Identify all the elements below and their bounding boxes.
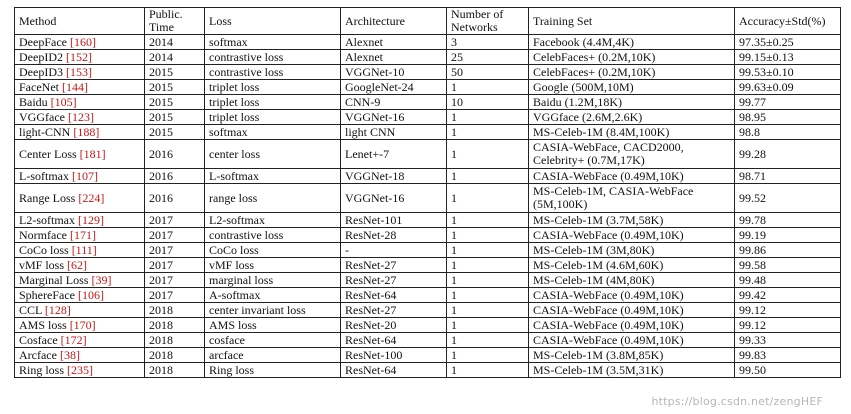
method-name: vMF loss [19,257,65,272]
method-name: Cosface [19,332,58,347]
method-cell [15,125,145,140]
method-name: L2-softmax [19,212,75,227]
loss-cell: softmax [205,35,341,50]
architecture-cell: ResNet-64 [341,288,447,303]
header-architecture: Architecture [341,8,447,35]
networks-cell: 1 [447,125,529,140]
accuracy-cell: 99.28 [735,140,841,169]
method-name: light-CNN [19,124,71,139]
training-set-cell: Baidu (1.2M,18K) [529,95,735,110]
training-set-cell: MS-Celeb-1M (8.4M,100K) [529,125,735,140]
architecture-cell: ResNet-27 [341,273,447,288]
table-row [15,273,841,288]
training-set-cell: MS-Celeb-1M (3.7M,58K) [529,213,735,228]
method-cell [15,273,145,288]
public-time-cell: 2014 [145,50,205,65]
method-name: CoCo loss [19,242,69,257]
method-name: Baidu [19,94,48,109]
public-time-cell: 2017 [145,243,205,258]
loss-cell: L-softmax [205,169,341,184]
header-row [15,8,841,35]
table-row [15,333,841,348]
networks-cell: 1 [447,169,529,184]
public-time-cell: 2018 [145,303,205,318]
table-row [15,228,841,243]
training-set-cell: MS-Celeb-1M (3.8M,85K) [529,348,735,363]
architecture-cell: - [341,243,447,258]
table-row [15,288,841,303]
training-set-cell: CelebFaces+ (0.2M,10K) [529,50,735,65]
loss-cell: center invariant loss [205,303,341,318]
citation-link[interactable]: [160] [69,34,96,49]
accuracy-cell: 99.83 [735,348,841,363]
header-accuracy: Accuracy±Std(%) [735,8,841,35]
citation-link[interactable]: [106] [77,287,104,302]
public-time-cell: 2018 [145,348,205,363]
architecture-cell: VGGNet-18 [341,169,447,184]
method-name: SphereFace [19,287,75,302]
loss-cell: contrastive loss [205,50,341,65]
method-cell [15,140,145,169]
public-time-cell: 2017 [145,213,205,228]
citation-link[interactable]: [105] [50,94,77,109]
accuracy-cell: 99.12 [735,318,841,333]
networks-cell: 1 [447,140,529,169]
training-set-cell: CelebFaces+ (0.2M,10K) [529,65,735,80]
accuracy-cell: 99.12 [735,303,841,318]
table-row [15,213,841,228]
table-row [15,318,841,333]
loss-cell: AMS loss [205,318,341,333]
training-set-cell: CASIA-WebFace (0.49M,10K) [529,303,735,318]
method-name: Marginal Loss [19,272,89,287]
public-time-cell: 2017 [145,273,205,288]
training-set-cell: MS-Celeb-1M (3M,80K) [529,243,735,258]
header-public-time: Public. Time [145,8,205,35]
networks-cell: 1 [447,288,529,303]
architecture-cell: GoogleNet-24 [341,80,447,95]
loss-cell: triplet loss [205,110,341,125]
public-time-cell: 2017 [145,288,205,303]
method-cell [15,348,145,363]
public-time-cell: 2016 [145,169,205,184]
citation-link[interactable]: [62] [67,257,88,272]
table-row [15,258,841,273]
citation-link[interactable]: [181] [79,146,106,161]
method-cell [15,213,145,228]
public-time-cell: 2016 [145,140,205,169]
networks-cell: 1 [447,110,529,125]
header-number-of-networks: Number of Networks [447,8,529,35]
networks-cell: 1 [447,184,529,213]
loss-cell: cosface [205,333,341,348]
architecture-cell: ResNet-64 [341,333,447,348]
citation-link[interactable]: [128] [44,302,71,317]
method-cell [15,169,145,184]
header-method: Method [15,8,145,35]
citation-link[interactable]: [235] [67,362,94,377]
public-time-cell: 2018 [145,333,205,348]
method-name: Range Loss [19,190,76,205]
method-name: DeepFace [19,34,67,49]
citation-link[interactable]: [171] [69,227,96,242]
table-row [15,50,841,65]
accuracy-cell: 99.78 [735,213,841,228]
table-row [15,243,841,258]
method-cell [15,110,145,125]
method-name: AMS loss [19,317,67,332]
architecture-cell: ResNet-28 [341,228,447,243]
table-row [15,363,841,378]
networks-cell: 1 [447,318,529,333]
loss-cell: A-softmax [205,288,341,303]
accuracy-cell: 98.71 [735,169,841,184]
networks-cell: 1 [447,228,529,243]
method-name: Center Loss [19,146,77,161]
loss-cell: contrastive loss [205,65,341,80]
architecture-cell: VGGNet-16 [341,184,447,213]
public-time-cell: 2018 [145,318,205,333]
accuracy-cell: 99.58 [735,258,841,273]
training-set-cell: CASIA-WebFace (0.49M,10K) [529,169,735,184]
accuracy-cell: 99.53±0.10 [735,65,841,80]
table-body [15,35,841,378]
accuracy-cell: 99.15±0.13 [735,50,841,65]
citation-link[interactable]: [107] [72,168,98,183]
citation-link[interactable]: [153] [65,64,92,79]
training-set-cell: VGGface (2.6M,2.6K) [529,110,735,125]
architecture-cell: Lenet+-7 [341,140,447,169]
architecture-cell: ResNet-64 [341,363,447,378]
training-set-cell: CASIA-WebFace (0.49M,10K) [529,333,735,348]
face-recognition-comparison-table [14,7,841,378]
citation-link[interactable]: [123] [67,109,94,124]
citation-link[interactable]: [144] [61,79,88,94]
networks-cell: 3 [447,35,529,50]
training-set-cell: Google (500M,10M) [529,80,735,95]
networks-cell: 1 [447,348,529,363]
public-time-cell: 2015 [145,95,205,110]
loss-cell: softmax [205,125,341,140]
table-row [15,125,841,140]
architecture-cell: ResNet-20 [341,318,447,333]
training-set-cell: CASIA-WebFace, CACD2000, Celebrity+ (0.7M,17K) [529,140,735,169]
header-training-set: Training Set [529,8,735,35]
accuracy-cell: 99.77 [735,95,841,110]
public-time-cell: 2015 [145,80,205,95]
citation-link[interactable]: [111] [71,242,97,257]
loss-cell: vMF loss [205,258,341,273]
loss-cell: Ring loss [205,363,341,378]
table-row [15,80,841,95]
method-name: L-softmax [19,168,69,183]
architecture-cell: ResNet-27 [341,258,447,273]
networks-cell: 1 [447,303,529,318]
accuracy-cell: 98.95 [735,110,841,125]
method-name: Arcface [19,347,57,362]
method-cell [15,228,145,243]
training-set-cell: MS-Celeb-1M, CASIA-WebFace (5M,100K) [529,184,735,213]
table-row [15,169,841,184]
loss-cell: marginal loss [205,273,341,288]
public-time-cell: 2015 [145,125,205,140]
method-cell [15,50,145,65]
method-name: CCL [19,302,42,317]
method-name: DeepID3 [19,64,63,79]
method-cell [15,95,145,110]
architecture-cell: VGGNet-16 [341,110,447,125]
architecture-cell: ResNet-100 [341,348,447,363]
accuracy-cell: 99.42 [735,288,841,303]
public-time-cell: 2015 [145,110,205,125]
method-name: Ring loss [19,362,65,377]
networks-cell: 1 [447,213,529,228]
method-cell [15,80,145,95]
citation-link[interactable]: [39] [91,272,112,287]
loss-cell: triplet loss [205,95,341,110]
public-time-cell: 2015 [145,65,205,80]
table-row [15,303,841,318]
citation-link[interactable]: [38] [59,347,80,362]
networks-cell: 1 [447,273,529,288]
accuracy-cell: 99.50 [735,363,841,378]
method-cell [15,363,145,378]
table-row [15,35,841,50]
training-set-cell: MS-Celeb-1M (3.5M,31K) [529,363,735,378]
loss-cell: triplet loss [205,80,341,95]
training-set-cell: MS-Celeb-1M (4.6M,60K) [529,258,735,273]
accuracy-cell: 99.19 [735,228,841,243]
public-time-cell: 2017 [145,228,205,243]
accuracy-cell: 98.8 [735,125,841,140]
header-loss: Loss [205,8,341,35]
networks-cell: 1 [447,363,529,378]
loss-cell: CoCo loss [205,243,341,258]
training-set-cell: CASIA-WebFace (0.49M,10K) [529,318,735,333]
method-name: VGGface [19,109,65,124]
networks-cell: 25 [447,50,529,65]
architecture-cell: ResNet-101 [341,213,447,228]
citation-link[interactable]: [224] [78,190,105,205]
architecture-cell: VGGNet-10 [341,65,447,80]
networks-cell: 1 [447,258,529,273]
public-time-cell: 2016 [145,184,205,213]
method-cell [15,258,145,273]
loss-cell: contrastive loss [205,228,341,243]
networks-cell: 1 [447,243,529,258]
public-time-cell: 2014 [145,35,205,50]
networks-cell: 50 [447,65,529,80]
architecture-cell: Alexnet [341,35,447,50]
citation-link[interactable]: [129] [78,212,104,227]
table-row [15,140,841,169]
table-container [14,7,840,378]
method-cell [15,35,145,50]
method-name: Normface [19,227,67,242]
accuracy-cell: 99.33 [735,333,841,348]
accuracy-cell: 99.86 [735,243,841,258]
method-cell [15,333,145,348]
watermark: https://blog.csdn.net/zengHEF [651,395,823,408]
method-name: DeepID2 [19,49,63,64]
accuracy-cell: 97.35±0.25 [735,35,841,50]
method-name: FaceNet [19,79,59,94]
table-row [15,110,841,125]
networks-cell: 10 [447,95,529,110]
table-row [15,184,841,213]
training-set-cell: Facebook (4.4M,4K) [529,35,735,50]
training-set-cell: MS-Celeb-1M (4M,80K) [529,273,735,288]
accuracy-cell: 99.63±0.09 [735,80,841,95]
public-time-cell: 2018 [145,363,205,378]
architecture-cell: light CNN [341,125,447,140]
loss-cell: L2-softmax [205,213,341,228]
method-cell [15,184,145,213]
citation-link[interactable]: [172] [60,332,87,347]
public-time-cell: 2017 [145,258,205,273]
citation-link[interactable]: [188] [73,124,100,139]
method-cell [15,288,145,303]
table-row [15,95,841,110]
table-row [15,348,841,363]
training-set-cell: CASIA-WebFace (0.49M,10K) [529,288,735,303]
method-cell [15,318,145,333]
architecture-cell: Alexnet [341,50,447,65]
architecture-cell: ResNet-27 [341,303,447,318]
accuracy-cell: 99.52 [735,184,841,213]
citation-link[interactable]: [170] [69,317,96,332]
networks-cell: 1 [447,333,529,348]
citation-link[interactable]: [152] [65,49,92,64]
method-cell [15,303,145,318]
training-set-cell: CASIA-WebFace (0.49M,10K) [529,228,735,243]
loss-cell: center loss [205,140,341,169]
loss-cell: range loss [205,184,341,213]
method-cell [15,65,145,80]
loss-cell: arcface [205,348,341,363]
method-cell [15,243,145,258]
table-row [15,65,841,80]
networks-cell: 1 [447,80,529,95]
accuracy-cell: 99.48 [735,273,841,288]
architecture-cell: CNN-9 [341,95,447,110]
